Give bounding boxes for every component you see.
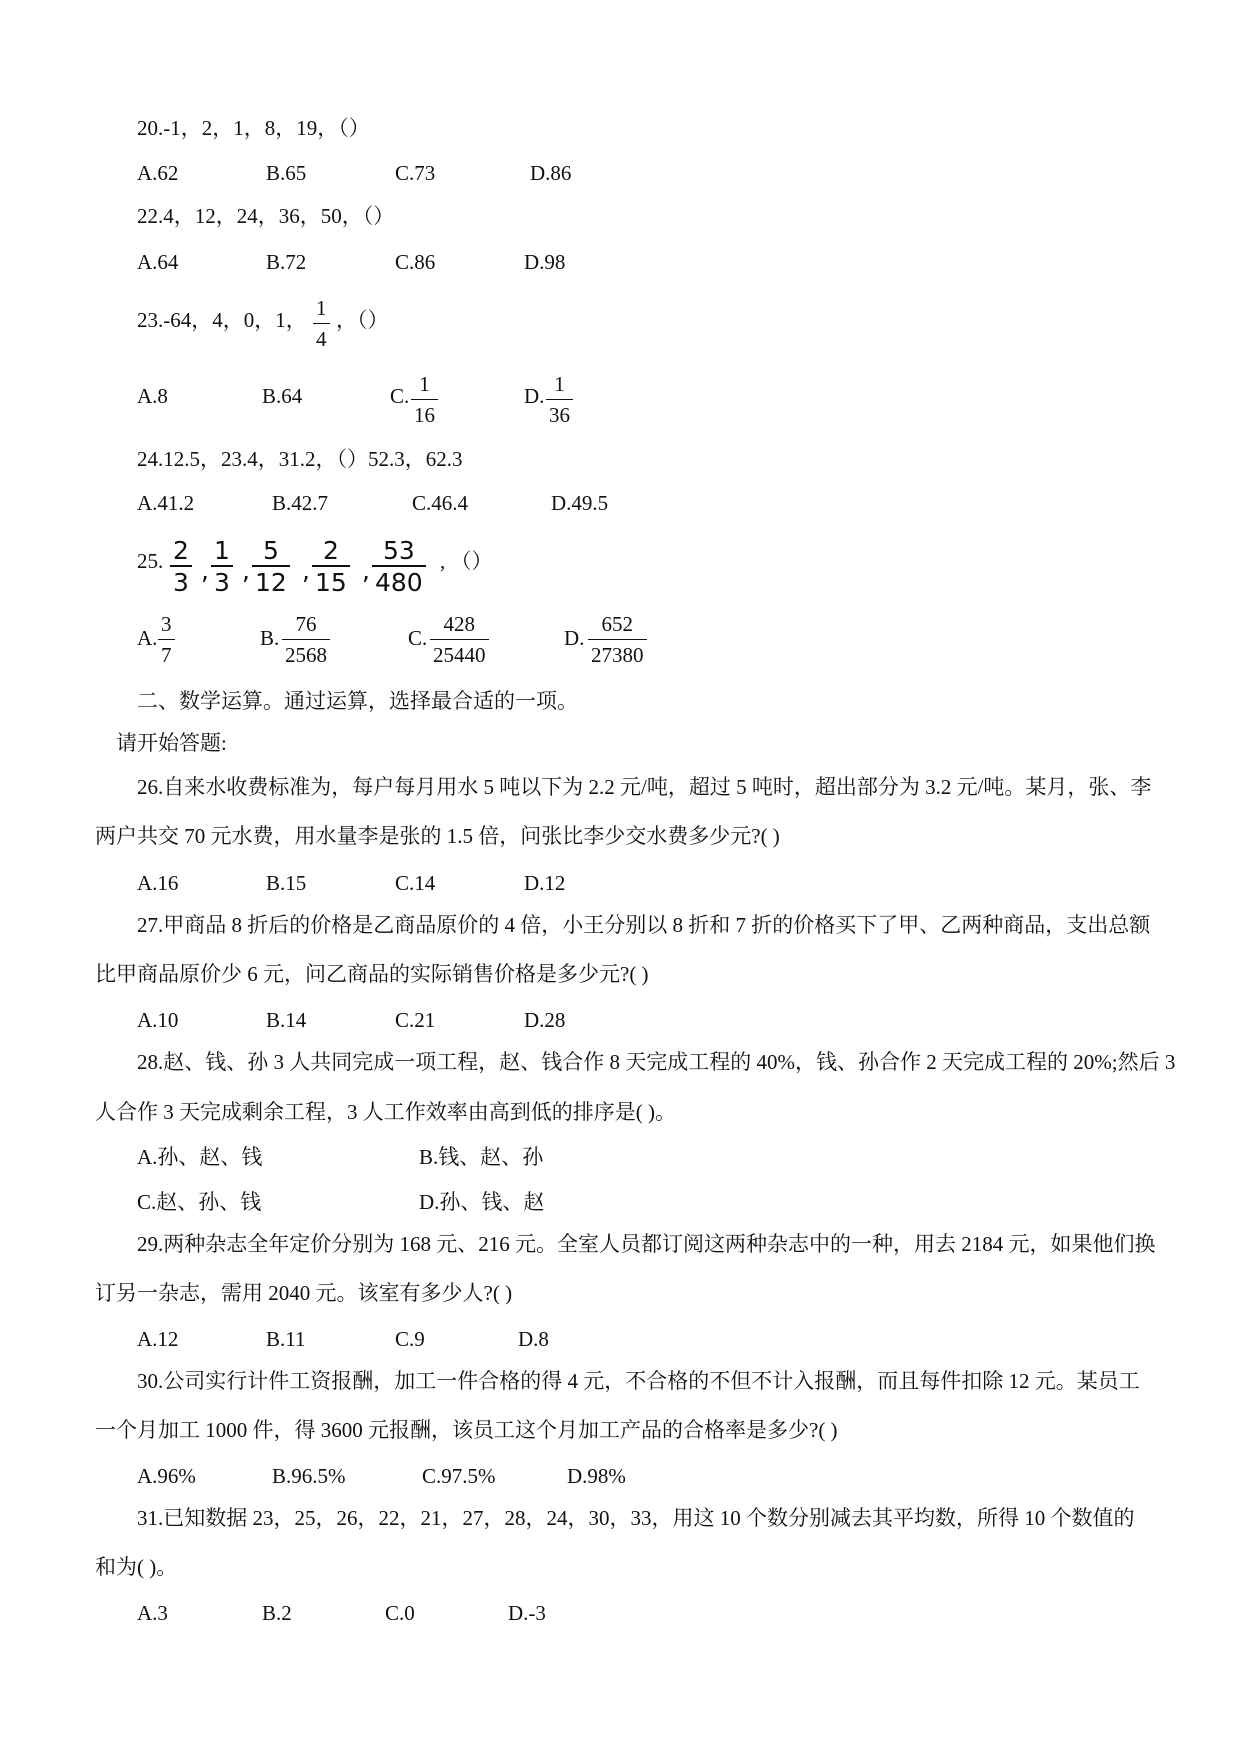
q30-option-a: A.96% <box>137 1464 196 1488</box>
q28-option-c: C.赵、孙、钱 <box>137 1190 262 1214</box>
q31-option-b: B.2 <box>262 1601 292 1625</box>
q27-option-b: B.14 <box>266 1008 307 1032</box>
section-heading: 二、数学运算。通过运算，选择最合适的一项。 <box>137 689 578 713</box>
fraction-numerator: 1 <box>211 538 233 567</box>
q26-option-c: C.14 <box>395 871 436 895</box>
q20-stem: 20.-1，2，1，8，19，（） <box>137 116 370 140</box>
q25-fraction-5 <box>372 538 426 595</box>
q20-option-b: B.65 <box>266 161 307 185</box>
q25-separator: , <box>242 556 250 585</box>
q22-option-d: D.98 <box>524 250 566 274</box>
start-answering-label: 请开始答题: <box>116 731 227 755</box>
fraction-numerator: 428 <box>430 614 489 640</box>
fraction-numerator: 1 <box>546 374 573 400</box>
q30-option-d: D.98% <box>567 1464 626 1488</box>
q30-stem-line-2: 一个月加工 1000 件，得 3600 元报酬，该员工这个月加工产品的合格率是多少?( ) <box>95 1418 838 1442</box>
fraction-numerator: 2 <box>170 538 192 567</box>
q22-option-c: C.86 <box>395 250 436 274</box>
fraction-numerator: 2 <box>312 538 350 567</box>
q23-stem-end: ，（） <box>336 308 389 332</box>
fraction-denominator: 12 <box>255 568 287 597</box>
q24-stem: 24.12.5，23.4，31.2，（）52.3，62.3 <box>137 447 463 471</box>
q22-option-b: B.72 <box>266 250 307 274</box>
q28-option-d: D.孙、钱、赵 <box>419 1190 545 1214</box>
q29-option-d: D.8 <box>518 1327 549 1351</box>
q25-option-a-label: A. <box>137 626 158 650</box>
fraction-denominator: 2568 <box>285 643 327 667</box>
fraction-denominator: 3 <box>214 568 230 597</box>
q31-option-d: D.-3 <box>508 1601 546 1625</box>
q23-option-a: A.8 <box>137 384 168 408</box>
q27-option-a: A.10 <box>137 1008 179 1032</box>
fraction-numerator: 5 <box>252 538 290 567</box>
q24-option-c: C.46.4 <box>412 491 469 515</box>
q30-option-c: C.97.5% <box>422 1464 496 1488</box>
q29-stem-line-2: 订另一杂志，需用 2040 元。该室有多少人?( ) <box>95 1281 513 1305</box>
fraction-denominator: 7 <box>161 643 172 667</box>
fraction-denominator: 36 <box>549 403 570 427</box>
q23-option-d-label: D. <box>524 384 545 408</box>
fraction-denominator: 480 <box>375 568 423 597</box>
q25-option-c-label: C. <box>408 626 428 650</box>
q26-stem-line-2: 两户共交 70 元水费，用水量李是张的 1.5 倍，问张比李少交水费多少元?( ) <box>95 824 780 848</box>
q31-stem-line-2: 和为( )。 <box>95 1555 178 1579</box>
q22-stem: 22.4，12，24，36，50，（） <box>137 204 395 228</box>
q24-option-d: D.49.5 <box>551 491 609 515</box>
q23-option-c-label: C. <box>390 384 410 408</box>
q30-option-b: B.96.5% <box>272 1464 346 1488</box>
q23-option-d-fraction <box>546 374 573 426</box>
q26-option-d: D.12 <box>524 871 566 895</box>
q29-stem-line-1: 29.两种杂志全年定价分别为 168 元、216 元。全室人员都订阅这两种杂志中的一种，用去 2184 元，如果他们换 <box>137 1232 1156 1256</box>
q25-option-d-fraction <box>588 614 647 666</box>
q24-option-b: B.42.7 <box>272 491 329 515</box>
q28-option-a: A.孙、赵、钱 <box>137 1145 263 1169</box>
q26-option-b: B.15 <box>266 871 307 895</box>
q25-option-d-label: D. <box>564 626 585 650</box>
q23-stem-start: 23.-64，4，0，1， <box>137 308 307 332</box>
fraction-numerator: 3 <box>158 614 175 640</box>
q20-option-c: C.73 <box>395 161 436 185</box>
q25-option-b-label: B. <box>260 626 280 650</box>
fraction-numerator: 53 <box>372 538 426 567</box>
fraction-denominator: 25440 <box>433 643 486 667</box>
q31-stem-line-1: 31.已知数据 23，25，26，22，21，27，28，24，30，33，用这 10 个数分别减去其平均数，所得 10 个数值的 <box>137 1506 1135 1530</box>
q28-stem-line-2: 人合作 3 天完成剩余工程，3 人工作效率由高到低的排序是( )。 <box>95 1100 676 1124</box>
q26-option-a: A.16 <box>137 871 179 895</box>
q27-stem-line-2: 比甲商品原价少 6 元，问乙商品的实际销售价格是多少元?( ) <box>95 962 649 986</box>
q27-option-d: D.28 <box>524 1008 566 1032</box>
fraction-denominator: 3 <box>173 568 189 597</box>
q25-option-b-fraction <box>282 614 330 666</box>
fraction-numerator: 1 <box>411 374 438 400</box>
q20-option-a: A.62 <box>137 161 179 185</box>
q30-stem-line-1: 30.公司实行计件工资报酬，加工一件合格的得 4 元，不合格的不但不计入报酬，而且每件扣除 12 元。某员工 <box>137 1369 1140 1393</box>
q27-option-c: C.21 <box>395 1008 436 1032</box>
fraction-denominator: 16 <box>414 403 435 427</box>
q25-fraction-1 <box>170 538 192 595</box>
q25-option-c-fraction <box>430 614 489 666</box>
q25-stem-end: , （） <box>440 549 493 573</box>
q25-separator: , <box>201 556 209 585</box>
q29-option-b: B.11 <box>266 1327 306 1351</box>
q31-option-c: C.0 <box>385 1601 415 1625</box>
q29-option-a: A.12 <box>137 1327 179 1351</box>
q26-stem-line-1: 26.自来水收费标准为，每户每月用水 5 吨以下为 2.2 元/吨，超过 5 吨时，超出部分为 3.2 元/吨。某月，张、李 <box>137 775 1152 799</box>
fraction-denominator: 4 <box>316 327 327 351</box>
q25-fraction-2 <box>211 538 233 595</box>
q31-option-a: A.3 <box>137 1601 168 1625</box>
q23-option-c-fraction <box>411 374 438 426</box>
q25-fraction-3 <box>252 538 290 595</box>
q28-option-b: B.钱、赵、孙 <box>419 1145 544 1169</box>
q25-label: 25. <box>137 549 164 573</box>
q27-stem-line-1: 27.甲商品 8 折后的价格是乙商品原价的 4 倍，小王分别以 8 折和 7 折的价格买下了甲、乙两种商品，支出总额 <box>137 913 1151 937</box>
q28-stem-line-1: 28.赵、钱、孙 3 人共同完成一项工程，赵、钱合作 8 天完成工程的 40%，钱、孙合作 2 天完成工程的 20%;然后 3 <box>137 1050 1176 1074</box>
q25-separator: , <box>362 556 370 585</box>
q23-option-b: B.64 <box>262 384 303 408</box>
q22-option-a: A.64 <box>137 250 179 274</box>
fraction-numerator: 76 <box>282 614 330 640</box>
fraction-numerator: 1 <box>313 298 330 324</box>
q29-option-c: C.9 <box>395 1327 425 1351</box>
q25-fraction-4 <box>312 538 350 595</box>
q20-option-d: D.86 <box>530 161 572 185</box>
q25-separator: , <box>302 556 310 585</box>
q25-option-a-fraction <box>158 614 175 666</box>
fraction-denominator: 15 <box>315 568 347 597</box>
q23-stem-fraction <box>313 298 330 350</box>
q24-option-a: A.41.2 <box>137 491 195 515</box>
fraction-denominator: 27380 <box>591 643 644 667</box>
fraction-numerator: 652 <box>588 614 647 640</box>
